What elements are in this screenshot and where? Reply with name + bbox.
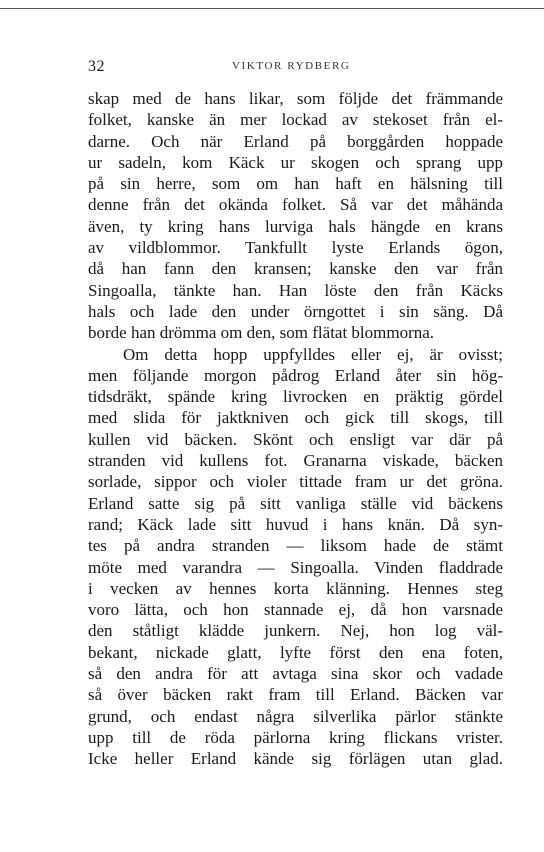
text-line: grund, och endast några silverlika pärlor stänkte: [88, 706, 503, 726]
text-line: kullen vid bäcken. Skönt och ensligt var där på: [88, 429, 503, 449]
text-line: ur sadeln, kom Käck ur skogen och sprang upp: [88, 152, 503, 172]
text-line: denne från det okända folket. Så var det måhända: [88, 195, 503, 215]
text-line: Singoalla, tänkte han. Han löste den från Käcks: [88, 280, 503, 300]
top-border-rule: [0, 8, 544, 9]
text-line: möte med varandra — Singoalla. Vinden fladdrade: [88, 557, 503, 577]
text-line: den ståtligt klädde junkern. Nej, hon log väl-: [88, 621, 503, 641]
text-line: tidsdräkt, spände kring livrocken en präktig gördel: [88, 387, 503, 407]
text-line: voro lätta, och hon stannade ej, då hon varsnade: [88, 600, 503, 620]
body-text: [88, 88, 503, 770]
text-line: skap med de hans likar, som följde det främmande: [88, 89, 503, 108]
text-line: Icke heller Erland kände sig förlägen utan glad.: [88, 749, 503, 769]
text-line: på sin herre, som om han haft en hälsning till: [88, 174, 503, 194]
text-line: upp till de röda pärlorna kring flickans vrister.: [88, 727, 503, 747]
text-line: folket, kanske än mer lockad av stekoset från el-: [88, 110, 503, 130]
text-line: då han fann den kransen; kanske den var från: [88, 259, 503, 279]
text-line: Om detta hopp uppfylldes eller ej, är ovisst;: [123, 344, 503, 364]
page-number: 32: [88, 58, 105, 75]
text-line: av vildblommor. Tankfullt lyste Erlands ögon,: [88, 238, 503, 258]
text-line: i vecken av hennes korta klänning. Hennes steg: [88, 578, 503, 598]
text-line: borde han drömma om den, som flätat blommorna.: [88, 323, 435, 343]
text-line: så den andra för att avtaga sina skor och vadade: [88, 664, 503, 684]
text-line: hals och lade den under örngottet i sin säng. Då: [88, 301, 503, 321]
text-line: rand; Käck lade sitt huvud i hans knän. Då syn-: [88, 514, 503, 534]
text-line: darne. Och när Erland på borggården hoppade: [88, 131, 503, 151]
text-line: tes på andra stranden — liksom hade de stämt: [88, 536, 503, 556]
text-line: med slida för jaktkniven och gick till skogs, till: [88, 408, 503, 428]
text-line: men följande morgon pådrog Erland åter sin hög-: [88, 365, 503, 385]
text-line: bekant, nickade glatt, lyfte först den ena foten,: [88, 642, 503, 662]
running-head: VIKTOR RYDBERG: [232, 60, 351, 72]
text-line: Erland satte sig på sitt vanliga ställe vid bäckens: [88, 493, 503, 513]
text-line: sorlade, sippor och violer tittade fram ur det gröna.: [88, 472, 503, 492]
text-line: även, ty kring hans lurviga hals hängde en krans: [88, 216, 503, 236]
text-line: så över bäcken rakt fram till Erland. Bäcken var: [88, 685, 503, 705]
text-line: stranden vid kullens fot. Granarna viskade, bäcken: [88, 451, 503, 471]
